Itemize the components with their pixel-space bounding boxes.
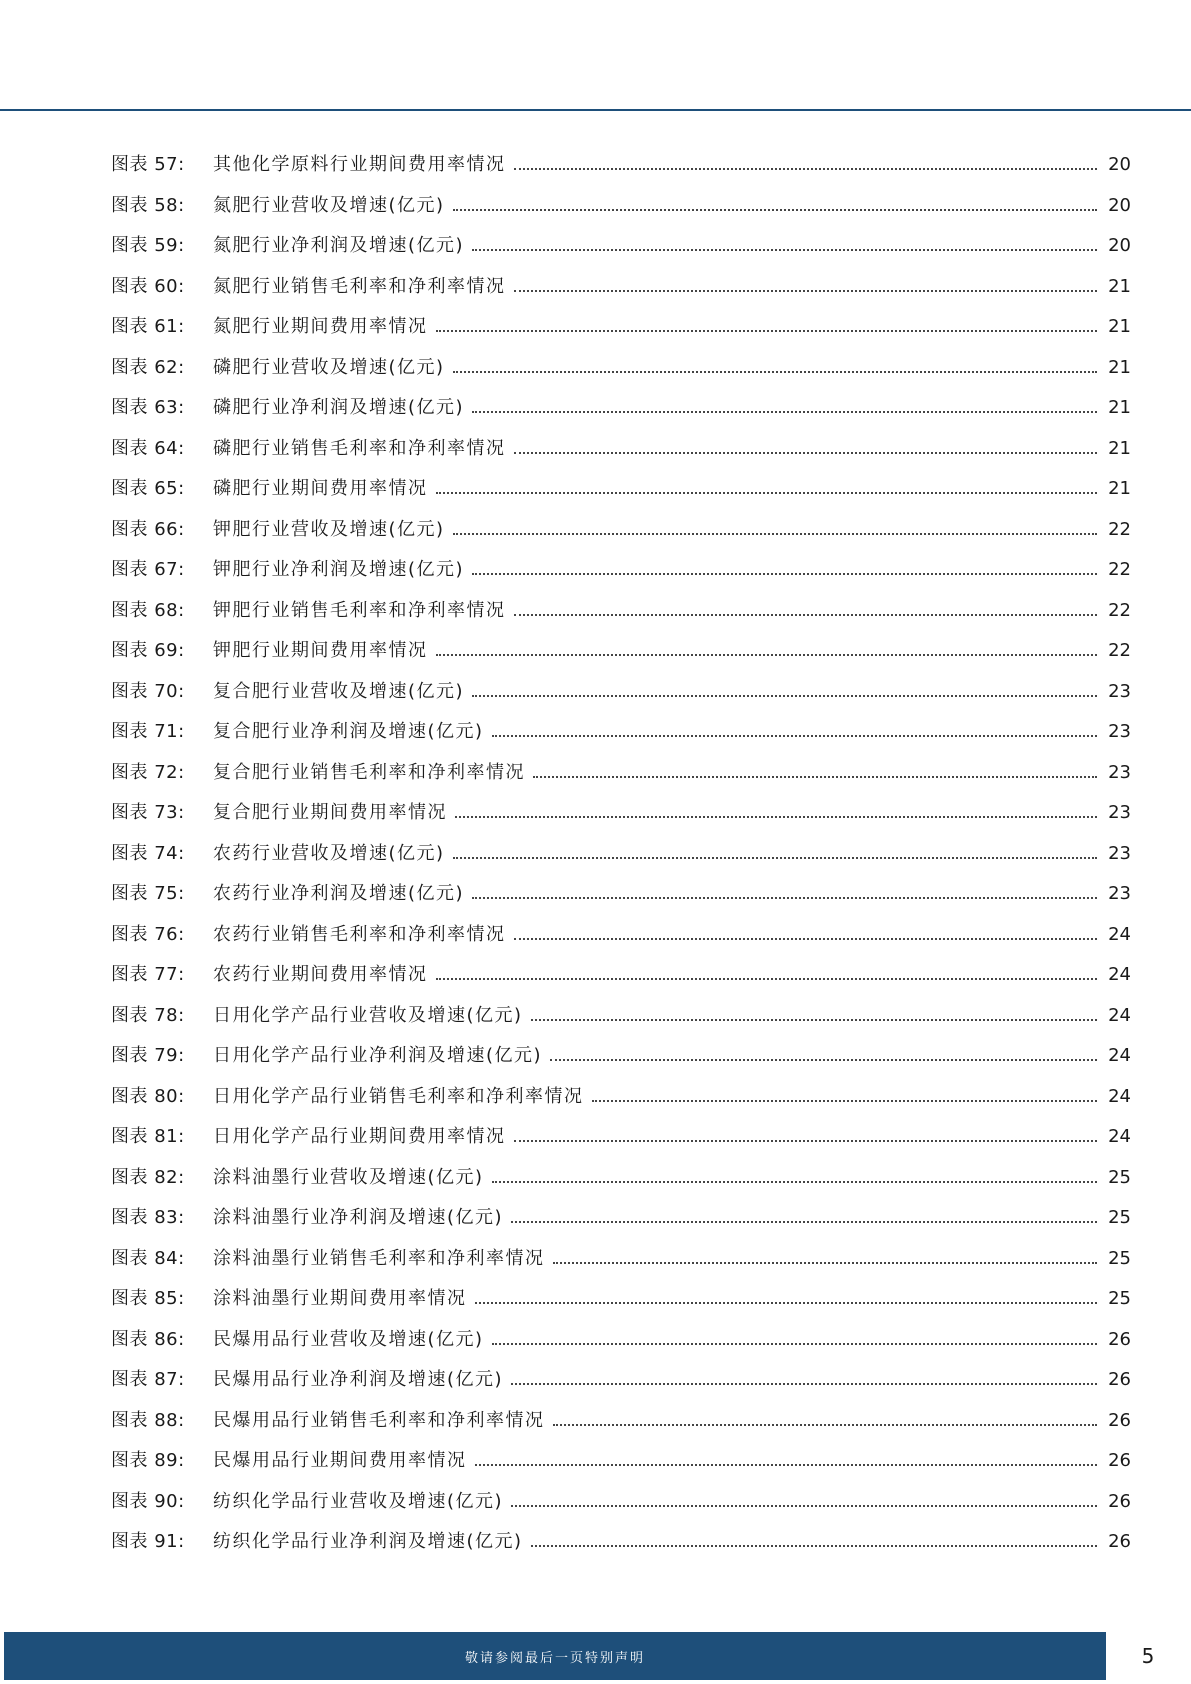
toc-entry[interactable]: [111, 631, 1131, 672]
toc-entry-title: 民爆用品行业营收及增速(亿元): [213, 1328, 484, 1350]
toc-entry-title: 磷肥行业净利润及增速(亿元): [213, 397, 465, 419]
toc-entry[interactable]: [111, 1360, 1131, 1401]
toc-dot-leader: [472, 897, 1097, 899]
toc-entry-page-number: 25: [1108, 1288, 1131, 1310]
toc-dot-leader: [436, 654, 1098, 656]
toc-entry[interactable]: [111, 307, 1131, 348]
toc-entry-label: 图表 58:: [111, 194, 185, 216]
toc-entry-page-number: 24: [1108, 1004, 1131, 1026]
toc-entry-page-number: 20: [1108, 194, 1131, 216]
toc-dot-leader: [472, 695, 1097, 697]
toc-entry[interactable]: [111, 955, 1131, 996]
toc-entry-page-number: 21: [1108, 316, 1131, 338]
toc-entry-title: 氮肥行业营收及增速(亿元): [213, 194, 445, 216]
toc-entry-title: 涂料油墨行业营收及增速(亿元): [213, 1166, 484, 1188]
toc-entry-label: 图表 88:: [111, 1409, 185, 1431]
toc-entry-label: 图表 64:: [111, 437, 185, 459]
toc-entry-title: 磷肥行业营收及增速(亿元): [213, 356, 445, 378]
toc-dot-leader: [514, 614, 1098, 616]
toc-entry-page-number: 21: [1108, 397, 1131, 419]
toc-dot-leader: [472, 411, 1097, 413]
toc-entry-title: 纺织化学品行业营收及增速(亿元): [213, 1490, 504, 1512]
toc-entry-label: 图表 63:: [111, 397, 185, 419]
toc-entry-label: 图表 66:: [111, 518, 185, 540]
toc-entry-page-number: 20: [1108, 235, 1131, 257]
toc-dot-leader: [492, 735, 1097, 737]
toc-entry[interactable]: [111, 1401, 1131, 1442]
toc-entry-label: 图表 65:: [111, 478, 185, 500]
toc-entry-title: 民爆用品行业销售毛利率和净利率情况: [213, 1409, 545, 1431]
toc-entry-title: 涂料油墨行业销售毛利率和净利率情况: [213, 1247, 545, 1269]
toc-entry[interactable]: [111, 1198, 1131, 1239]
toc-entry[interactable]: [111, 429, 1131, 470]
toc-dot-leader: [514, 1140, 1098, 1142]
toc-entry-label: 图表 83:: [111, 1207, 185, 1229]
toc-dot-leader: [514, 452, 1098, 454]
footer-disclaimer-note: 敬请参阅最后一页特别声明: [464, 1650, 645, 1666]
toc-dot-leader: [436, 978, 1098, 980]
toc-entry-title: 氮肥行业净利润及增速(亿元): [213, 235, 465, 257]
toc-entry-title: 复合肥行业销售毛利率和净利率情况: [213, 761, 525, 783]
toc-entry-page-number: 24: [1108, 1045, 1131, 1067]
toc-entry[interactable]: [111, 348, 1131, 389]
toc-entry-label: 图表 84:: [111, 1247, 185, 1269]
toc-entry-title: 钾肥行业期间费用率情况: [213, 640, 428, 662]
toc-dot-leader: [436, 492, 1098, 494]
toc-entry[interactable]: [111, 1482, 1131, 1523]
toc-entry-label: 图表 61:: [111, 316, 185, 338]
toc-entry-page-number: 24: [1108, 923, 1131, 945]
toc-entry-label: 图表 57:: [111, 154, 185, 176]
toc-entry-label: 图表 85:: [111, 1288, 185, 1310]
toc-entry-title: 民爆用品行业净利润及增速(亿元): [213, 1369, 504, 1391]
toc-entry-label: 图表 86:: [111, 1328, 185, 1350]
toc-entry-page-number: 21: [1108, 478, 1131, 500]
toc-entry-title: 复合肥行业净利润及增速(亿元): [213, 721, 484, 743]
toc-entry-title: 日用化学产品行业净利润及增速(亿元): [213, 1045, 543, 1067]
toc-entry-label: 图表 75:: [111, 883, 185, 905]
toc-entry[interactable]: [111, 550, 1131, 591]
toc-entry[interactable]: [111, 226, 1131, 267]
toc-dot-leader: [511, 1383, 1097, 1385]
toc-entry[interactable]: [111, 753, 1131, 794]
toc-entry-title: 农药行业营收及增速(亿元): [213, 842, 445, 864]
toc-entry[interactable]: [111, 469, 1131, 510]
toc-entry-label: 图表 74:: [111, 842, 185, 864]
toc-entry[interactable]: [111, 1320, 1131, 1361]
toc-entry-page-number: 22: [1108, 599, 1131, 621]
toc-entry[interactable]: [111, 145, 1131, 186]
toc-entry[interactable]: [111, 793, 1131, 834]
toc-entry-title: 日用化学产品行业期间费用率情况: [213, 1126, 506, 1148]
toc-entry-label: 图表 78:: [111, 1004, 185, 1026]
toc-entry-label: 图表 79:: [111, 1045, 185, 1067]
toc-entry-title: 纺织化学品行业净利润及增速(亿元): [213, 1531, 523, 1553]
toc-entry-label: 图表 89:: [111, 1450, 185, 1472]
toc-entry[interactable]: [111, 915, 1131, 956]
toc-entry-page-number: 26: [1108, 1328, 1131, 1350]
toc-dot-leader: [511, 1221, 1097, 1223]
toc-dot-leader: [453, 209, 1097, 211]
toc-entry-label: 图表 69:: [111, 640, 185, 662]
toc-entry-label: 图表 70:: [111, 680, 185, 702]
toc-entry-title: 其他化学原料行业期间费用率情况: [213, 154, 506, 176]
toc-entry-title: 磷肥行业销售毛利率和净利率情况: [213, 437, 506, 459]
toc-dot-leader: [453, 371, 1097, 373]
toc-entry-page-number: 26: [1108, 1409, 1131, 1431]
toc-entry-title: 农药行业销售毛利率和净利率情况: [213, 923, 506, 945]
toc-entry[interactable]: [111, 834, 1131, 875]
toc-entry-page-number: 24: [1108, 964, 1131, 986]
toc-entry-label: 图表 90:: [111, 1490, 185, 1512]
toc-entry[interactable]: [111, 874, 1131, 915]
toc-dot-leader: [492, 1181, 1097, 1183]
toc-dot-leader: [492, 1343, 1097, 1345]
toc-entry-page-number: 26: [1108, 1369, 1131, 1391]
toc-entry-title: 复合肥行业营收及增速(亿元): [213, 680, 465, 702]
toc-entry-page-number: 22: [1108, 640, 1131, 662]
toc-entry-page-number: 20: [1108, 154, 1131, 176]
table-of-figures: [111, 145, 1131, 1563]
toc-entry-page-number: 23: [1108, 802, 1131, 824]
toc-dot-leader: [550, 1059, 1097, 1061]
toc-entry-page-number: 23: [1108, 680, 1131, 702]
toc-dot-leader: [455, 816, 1097, 818]
toc-entry-title: 氮肥行业期间费用率情况: [213, 316, 428, 338]
toc-entry-title: 钾肥行业营收及增速(亿元): [213, 518, 445, 540]
toc-entry-page-number: 25: [1108, 1247, 1131, 1269]
toc-entry[interactable]: [111, 510, 1131, 551]
toc-entry[interactable]: [111, 591, 1131, 632]
toc-entry-label: 图表 77:: [111, 964, 185, 986]
toc-entry-label: 图表 80:: [111, 1085, 185, 1107]
toc-dot-leader: [553, 1262, 1098, 1264]
toc-entry-page-number: 26: [1108, 1450, 1131, 1472]
toc-entry-label: 图表 60:: [111, 275, 185, 297]
toc-entry-page-number: 21: [1108, 437, 1131, 459]
toc-entry-label: 图表 62:: [111, 356, 185, 378]
toc-dot-leader: [472, 249, 1097, 251]
toc-entry-label: 图表 81:: [111, 1126, 185, 1148]
toc-entry-title: 日用化学产品行业营收及增速(亿元): [213, 1004, 523, 1026]
toc-entry[interactable]: [111, 388, 1131, 429]
toc-entry-page-number: 21: [1108, 275, 1131, 297]
toc-dot-leader: [533, 776, 1097, 778]
toc-entry-label: 图表 91:: [111, 1531, 185, 1553]
toc-dot-leader: [553, 1424, 1098, 1426]
toc-dot-leader: [511, 1505, 1097, 1507]
toc-entry[interactable]: [111, 1279, 1131, 1320]
toc-entry[interactable]: [111, 1441, 1131, 1482]
toc-entry-page-number: 24: [1108, 1126, 1131, 1148]
toc-dot-leader: [475, 1464, 1098, 1466]
toc-entry-page-number: 21: [1108, 356, 1131, 378]
toc-entry-page-number: 22: [1108, 518, 1131, 540]
toc-entry[interactable]: [111, 267, 1131, 308]
toc-entry-page-number: 23: [1108, 883, 1131, 905]
toc-dot-leader: [592, 1100, 1098, 1102]
toc-entry-title: 涂料油墨行业期间费用率情况: [213, 1288, 467, 1310]
toc-entry-label: 图表 71:: [111, 721, 185, 743]
toc-entry[interactable]: [111, 1036, 1131, 1077]
toc-dot-leader: [514, 290, 1098, 292]
toc-entry-page-number: 26: [1108, 1531, 1131, 1553]
toc-entry-page-number: 23: [1108, 721, 1131, 743]
toc-dot-leader: [472, 573, 1097, 575]
toc-dot-leader: [475, 1302, 1098, 1304]
toc-dot-leader: [531, 1019, 1097, 1021]
footer-bar: [4, 1632, 1106, 1680]
toc-dot-leader: [514, 168, 1098, 170]
toc-entry-title: 民爆用品行业期间费用率情况: [213, 1450, 467, 1472]
toc-entry[interactable]: [111, 712, 1131, 753]
toc-entry-page-number: 25: [1108, 1207, 1131, 1229]
page-number: 5: [1141, 1644, 1155, 1668]
toc-entry-label: 图表 73:: [111, 802, 185, 824]
toc-entry-label: 图表 76:: [111, 923, 185, 945]
toc-entry-title: 磷肥行业期间费用率情况: [213, 478, 428, 500]
toc-entry[interactable]: [111, 1158, 1131, 1199]
toc-entry[interactable]: [111, 186, 1131, 227]
toc-dot-leader: [436, 330, 1098, 332]
toc-entry-title: 钾肥行业销售毛利率和净利率情况: [213, 599, 506, 621]
toc-entry[interactable]: [111, 672, 1131, 713]
toc-dot-leader: [453, 533, 1097, 535]
toc-dot-leader: [531, 1545, 1097, 1547]
header-rule: [0, 109, 1191, 111]
toc-entry[interactable]: [111, 1117, 1131, 1158]
toc-entry-page-number: 22: [1108, 559, 1131, 581]
toc-dot-leader: [514, 938, 1098, 940]
toc-entry-page-number: 23: [1108, 842, 1131, 864]
toc-entry-page-number: 25: [1108, 1166, 1131, 1188]
toc-entry-title: 钾肥行业净利润及增速(亿元): [213, 559, 465, 581]
toc-entry-title: 日用化学产品行业销售毛利率和净利率情况: [213, 1085, 584, 1107]
toc-entry-label: 图表 68:: [111, 599, 185, 621]
toc-entry[interactable]: [111, 1522, 1131, 1563]
toc-entry-label: 图表 59:: [111, 235, 185, 257]
toc-entry-label: 图表 72:: [111, 761, 185, 783]
toc-entry-title: 复合肥行业期间费用率情况: [213, 802, 447, 824]
toc-entry-title: 农药行业净利润及增速(亿元): [213, 883, 465, 905]
toc-entry[interactable]: [111, 996, 1131, 1037]
toc-dot-leader: [453, 857, 1097, 859]
toc-entry-label: 图表 82:: [111, 1166, 185, 1188]
toc-entry[interactable]: [111, 1239, 1131, 1280]
toc-entry-label: 图表 87:: [111, 1369, 185, 1391]
toc-entry-title: 氮肥行业销售毛利率和净利率情况: [213, 275, 506, 297]
toc-entry[interactable]: [111, 1077, 1131, 1118]
toc-entry-page-number: 26: [1108, 1490, 1131, 1512]
toc-entry-label: 图表 67:: [111, 559, 185, 581]
toc-entry-title: 农药行业期间费用率情况: [213, 964, 428, 986]
toc-entry-page-number: 24: [1108, 1085, 1131, 1107]
toc-entry-title: 涂料油墨行业净利润及增速(亿元): [213, 1207, 504, 1229]
toc-entry-page-number: 23: [1108, 761, 1131, 783]
